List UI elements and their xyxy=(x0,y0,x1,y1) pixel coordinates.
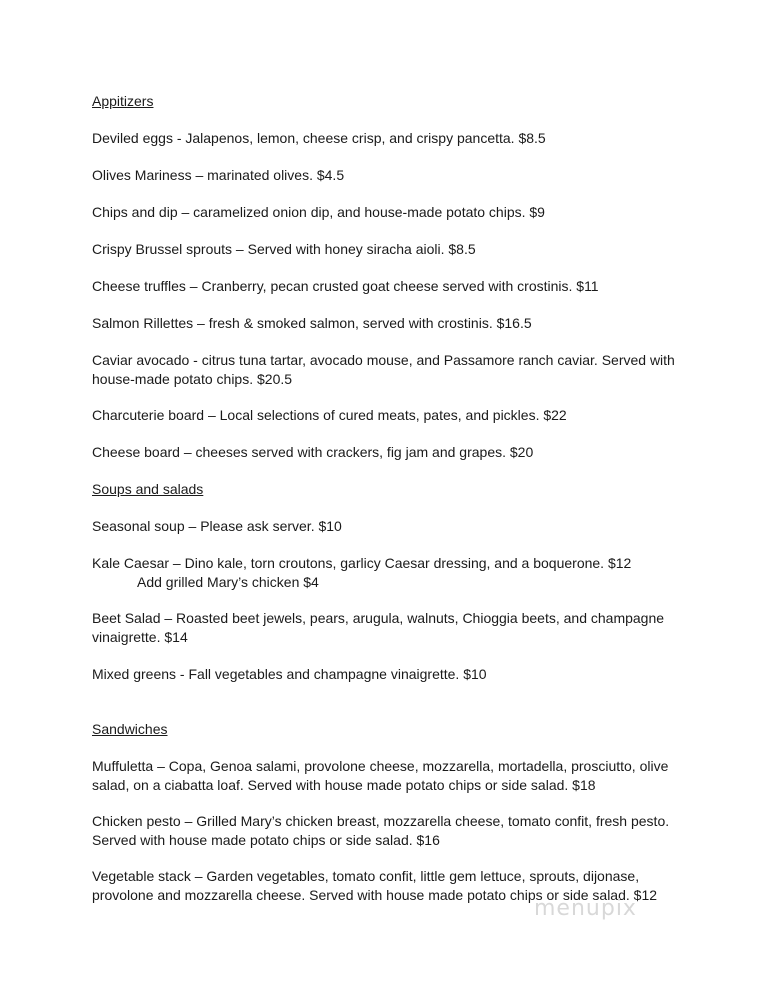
watermark-logo: menupix xyxy=(534,896,637,921)
section-heading-appetizers: Appitizers xyxy=(92,93,154,109)
menu-item-beet-salad: Beet Salad – Roasted beet jewels, pears, arugula, walnuts, Chioggia beets, and champagne xyxy=(92,610,665,626)
menu-item-caviar-avocado: Caviar avocado - citrus tuna tartar, avocado mouse, and Passamore ranch caviar. Served with xyxy=(92,352,675,368)
menu-content xyxy=(92,92,712,905)
menu-item-muffuletta-cont: salad, on a ciabatta loaf. Served with house made potato chips or side salad. $18 xyxy=(92,777,596,793)
section-heading-sandwiches: Sandwiches xyxy=(92,721,168,737)
menu-item-seasonal-soup: Seasonal soup – Please ask server. $10 xyxy=(92,518,342,534)
menu-item-caviar-avocado-cont: house-made potato chips. $20.5 xyxy=(92,371,293,387)
section-heading-soups-salads: Soups and salads xyxy=(92,481,204,497)
menu-item-muffuletta: Muffuletta – Copa, Genoa salami, provolone cheese, mozzarella, mortadella, prosciutto, olive xyxy=(92,758,669,774)
menu-item-chicken-pesto: Chicken pesto – Grilled Mary’s chicken breast, mozzarella cheese, tomato confit, fresh pesto. xyxy=(92,813,670,829)
menu-item-olives: Olives Mariness – marinated olives. $4.5 xyxy=(92,167,345,183)
menu-item-beet-salad-cont: vinaigrette. $14 xyxy=(92,629,188,645)
menu-item-brussel-sprouts: Crispy Brussel sprouts – Served with honey siracha aioli. $8.5 xyxy=(92,241,476,257)
menu-item-cheese-truffles: Cheese truffles – Cranberry, pecan crusted goat cheese served with crostinis. $11 xyxy=(92,278,599,294)
menu-item-cheese-board: Cheese board – cheeses served with crackers, fig jam and grapes. $20 xyxy=(92,444,534,460)
menu-item-deviled-eggs: Deviled eggs - Jalapenos, lemon, cheese crisp, and crispy pancetta. $8.5 xyxy=(92,130,546,146)
menu-item-mixed-greens: Mixed greens - Fall vegetables and champagne vinaigrette. $10 xyxy=(92,666,487,682)
menu-item-chicken-pesto-cont: Served with house made potato chips or side salad. $16 xyxy=(92,832,440,848)
menu-item-vegetable-stack-cont: provolone and mozzarella cheese. Served with house made potato chips or side salad. $12 xyxy=(92,887,658,903)
menu-item-salmon-rillettes: Salmon Rillettes – fresh & smoked salmon, served with crostinis. $16.5 xyxy=(92,315,532,331)
menu-item-chips-and-dip: Chips and dip – caramelized onion dip, and house-made potato chips. $9 xyxy=(92,204,545,220)
menu-item-kale-caesar: Kale Caesar – Dino kale, torn croutons, garlicy Caesar dressing, and a boquerone. $12 xyxy=(92,555,632,571)
menu-item-charcuterie-board: Charcuterie board – Local selections of cured meats, pates, and pickles. $22 xyxy=(92,407,567,423)
menu-item-vegetable-stack: Vegetable stack – Garden vegetables, tomato confit, little gem lettuce, sprouts, dijonase, xyxy=(92,868,640,884)
menu-item-addon-chicken: Add grilled Mary’s chicken $4 xyxy=(137,574,319,590)
